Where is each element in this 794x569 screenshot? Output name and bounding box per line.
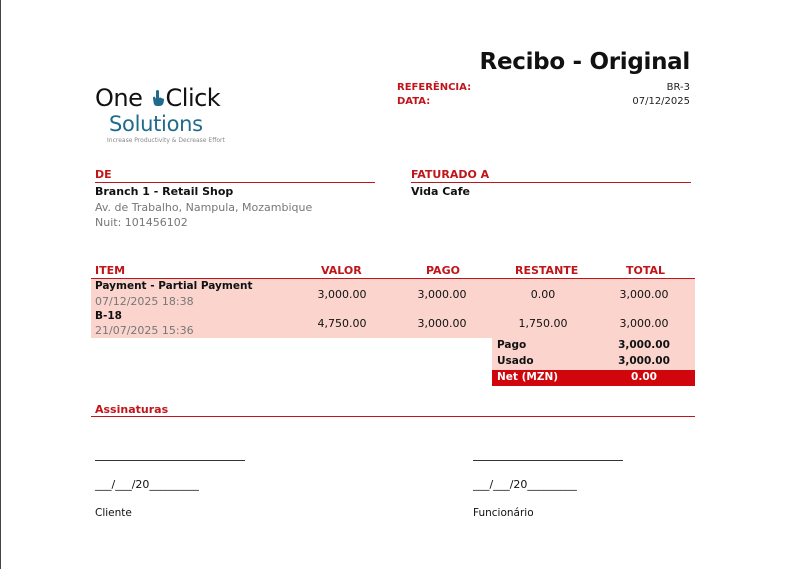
summary-usado-label: Usado [497, 355, 534, 367]
row-pago: 3,000.00 [417, 317, 467, 330]
th-valor: VALOR [321, 264, 362, 277]
row-pago: 3,000.00 [417, 288, 467, 301]
row-restante: 0.00 [530, 288, 556, 301]
data-value: 07/12/2025 [632, 96, 690, 107]
cliente-date-blank: ___/___/20_________ [95, 478, 199, 491]
row-total: 3,000.00 [619, 288, 669, 301]
referencia-value: BR-3 [666, 82, 690, 93]
logo-tagline: Increase Productivity & Decrease Effort [107, 137, 225, 144]
funcionario-label: Funcionário [473, 507, 534, 519]
row-item: Payment - Partial Payment [95, 280, 253, 292]
summary-net-label: Net (MZN) [497, 371, 559, 383]
cliente-signature-line [95, 460, 245, 461]
th-item: ITEM [95, 264, 126, 277]
from-name: Branch 1 - Retail Shop [95, 185, 234, 198]
summary-net-value: 0.00 [631, 371, 657, 383]
row-date: 21/07/2025 15:36 [95, 324, 194, 337]
company-logo [95, 84, 235, 148]
from-heading: DE [95, 168, 375, 183]
cliente-label: Cliente [95, 507, 132, 519]
summary-pago-label: Pago [497, 339, 527, 351]
page-edge [0, 0, 1, 569]
row-date: 07/12/2025 18:38 [95, 295, 194, 308]
summary-pago-value: 3,000.00 [618, 339, 670, 351]
row-item: B-18 [95, 310, 122, 322]
row-total: 3,000.00 [619, 317, 669, 330]
signatures-heading: Assinaturas [95, 403, 169, 416]
signatures-rule [91, 416, 695, 417]
row-valor: 3,000.00 [317, 288, 367, 301]
row-restante: 1,750.00 [518, 317, 568, 330]
data-label: DATA: [397, 96, 431, 107]
logo-solutions-text: Solutions [109, 112, 203, 136]
pointing-hand-icon [151, 84, 165, 112]
th-restante: RESTANTE [515, 264, 579, 277]
logo-click-text: Click [165, 84, 221, 112]
billed-to-name: Vida Cafe [411, 185, 470, 198]
funcionario-signature-line [473, 460, 623, 461]
th-pago: PAGO [426, 264, 460, 277]
summary-usado-value: 3,000.00 [618, 355, 670, 367]
from-nuit: Nuit: 101456102 [95, 216, 188, 229]
from-address: Av. de Trabalho, Nampula, Mozambique [95, 201, 313, 214]
th-total: TOTAL [626, 264, 666, 277]
referencia-label: REFERÊNCIA: [397, 82, 472, 93]
billed-to-heading: FATURADO A [411, 168, 691, 183]
row-valor: 4,750.00 [317, 317, 367, 330]
document-title: Recibo - Original [479, 49, 690, 75]
logo-one-text: One [95, 84, 143, 112]
funcionario-date-blank: ___/___/20_________ [473, 478, 577, 491]
